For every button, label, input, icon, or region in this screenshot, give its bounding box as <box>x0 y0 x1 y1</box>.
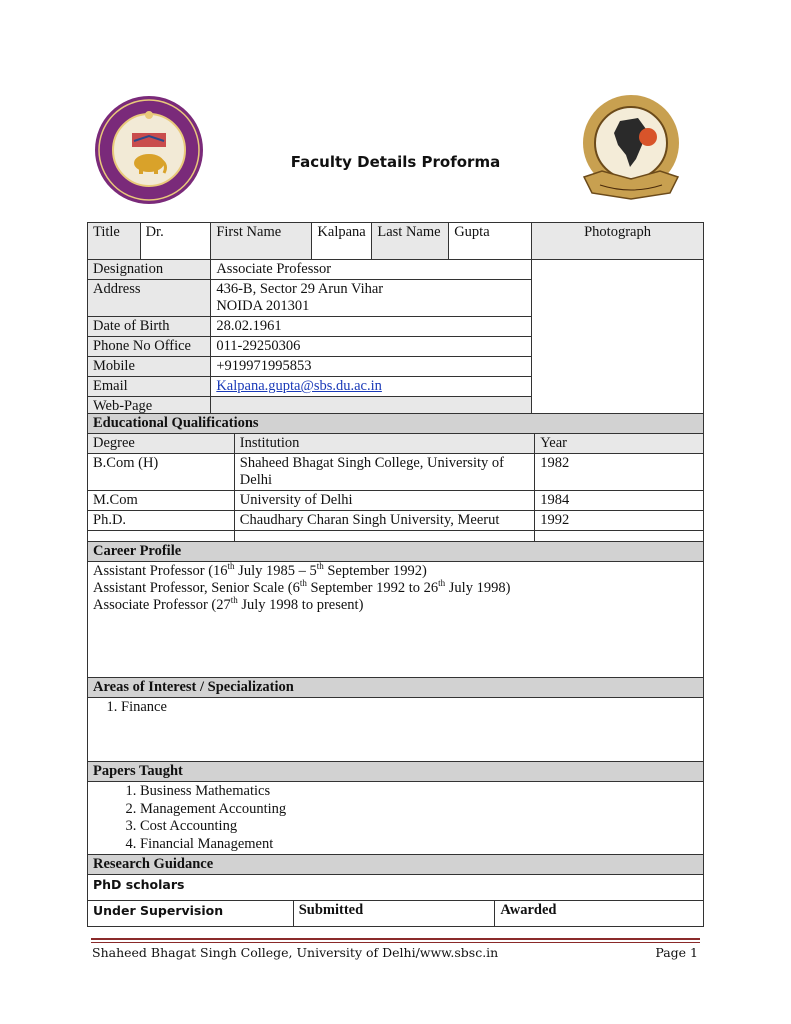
career-line-3: Associate Professor (27th July 1998 to present) <box>93 595 364 613</box>
papers-heading: Papers Taught <box>88 762 704 782</box>
career-line-1: Assistant Professor (16th July 1985 – 5th September 1992) <box>93 561 427 579</box>
mobile-label: Mobile <box>88 357 211 377</box>
career-heading: Career Profile <box>88 542 704 562</box>
sbsc-college-logo <box>580 93 682 205</box>
personal-details-table <box>87 222 704 419</box>
page-number: Page 1 <box>655 945 698 960</box>
year-cell: 1982 <box>535 454 704 491</box>
institution-cell: University of Delhi <box>234 491 534 511</box>
career-content <box>88 562 704 678</box>
email-cell <box>211 377 532 397</box>
profile-sections-table <box>87 541 704 927</box>
address-value <box>211 280 532 317</box>
photograph-label: Photograph <box>532 223 704 260</box>
footer-text: Shaheed Bhagat Singh College, University of Delhi/www.sbsc.in <box>92 945 499 960</box>
email-link[interactable]: Kalpana.gupta@sbs.du.ac.in <box>216 378 382 394</box>
phone-label: Phone No Office <box>88 337 211 357</box>
interests-content <box>88 698 704 762</box>
degree-header: Degree <box>88 434 235 454</box>
institution-header: Institution <box>234 434 534 454</box>
institution-cell: Shaheed Bhagat Singh College, University of Delhi <box>234 454 534 491</box>
year-cell: 1984 <box>535 491 704 511</box>
phone-value: 011-29250306 <box>211 337 532 357</box>
degree-cell: B.Com (H) <box>88 454 235 491</box>
last-name-label: Last Name <box>372 223 449 260</box>
list-item: 3. Cost Accounting <box>140 818 698 836</box>
email-label: Email <box>88 377 211 397</box>
list-item: 1. Finance <box>121 699 698 717</box>
designation-label: Designation <box>88 260 211 280</box>
address-line-1: 436-B, Sector 29 Arun Vihar <box>216 281 384 297</box>
university-of-delhi-logo <box>94 95 204 205</box>
education-table <box>87 413 704 549</box>
submitted-label: Submitted <box>293 901 495 927</box>
list-item: 1. Business Mathematics <box>140 783 698 801</box>
education-heading: Educational Qualifications <box>88 414 704 434</box>
research-heading: Research Guidance <box>88 855 704 875</box>
title-label: Title <box>88 223 141 260</box>
awarded-label: Awarded <box>495 901 704 927</box>
table-row <box>88 454 704 491</box>
year-header: Year <box>535 434 704 454</box>
institution-cell: Chaudhary Charan Singh University, Meerut <box>234 511 534 531</box>
address-label: Address <box>88 280 211 317</box>
photograph-box <box>532 260 704 419</box>
year-cell: 1992 <box>535 511 704 531</box>
first-name-value: Kalpana <box>312 223 372 260</box>
table-row <box>88 511 704 531</box>
mobile-value: +919971995853 <box>211 357 532 377</box>
dob-label: Date of Birth <box>88 317 211 337</box>
footer-divider <box>91 938 700 940</box>
list-item: 4. Financial Management <box>140 836 698 854</box>
degree-cell: M.Com <box>88 491 235 511</box>
first-name-label: First Name <box>211 223 312 260</box>
career-line-2: Assistant Professor, Senior Scale (6th September 1992 to 26th July 1998) <box>93 578 511 596</box>
dob-value: 28.02.1961 <box>211 317 532 337</box>
interests-heading: Areas of Interest / Specialization <box>88 678 704 698</box>
designation-value: Associate Professor <box>211 260 532 280</box>
phd-scholars-label: PhD scholars <box>88 875 704 901</box>
title-value: Dr. <box>140 223 211 260</box>
address-line-2: NOIDA 201301 <box>216 298 310 314</box>
under-supervision-label: Under Supervision <box>88 901 294 927</box>
degree-cell: Ph.D. <box>88 511 235 531</box>
footer-divider-thin <box>91 942 700 943</box>
page-title: Faculty Details Proforma <box>290 153 501 171</box>
table-row <box>88 491 704 511</box>
papers-content <box>88 782 704 855</box>
webpage-label: Web-Page <box>88 397 211 419</box>
last-name-value: Gupta <box>449 223 532 260</box>
list-item: 2. Management Accounting <box>140 801 698 819</box>
